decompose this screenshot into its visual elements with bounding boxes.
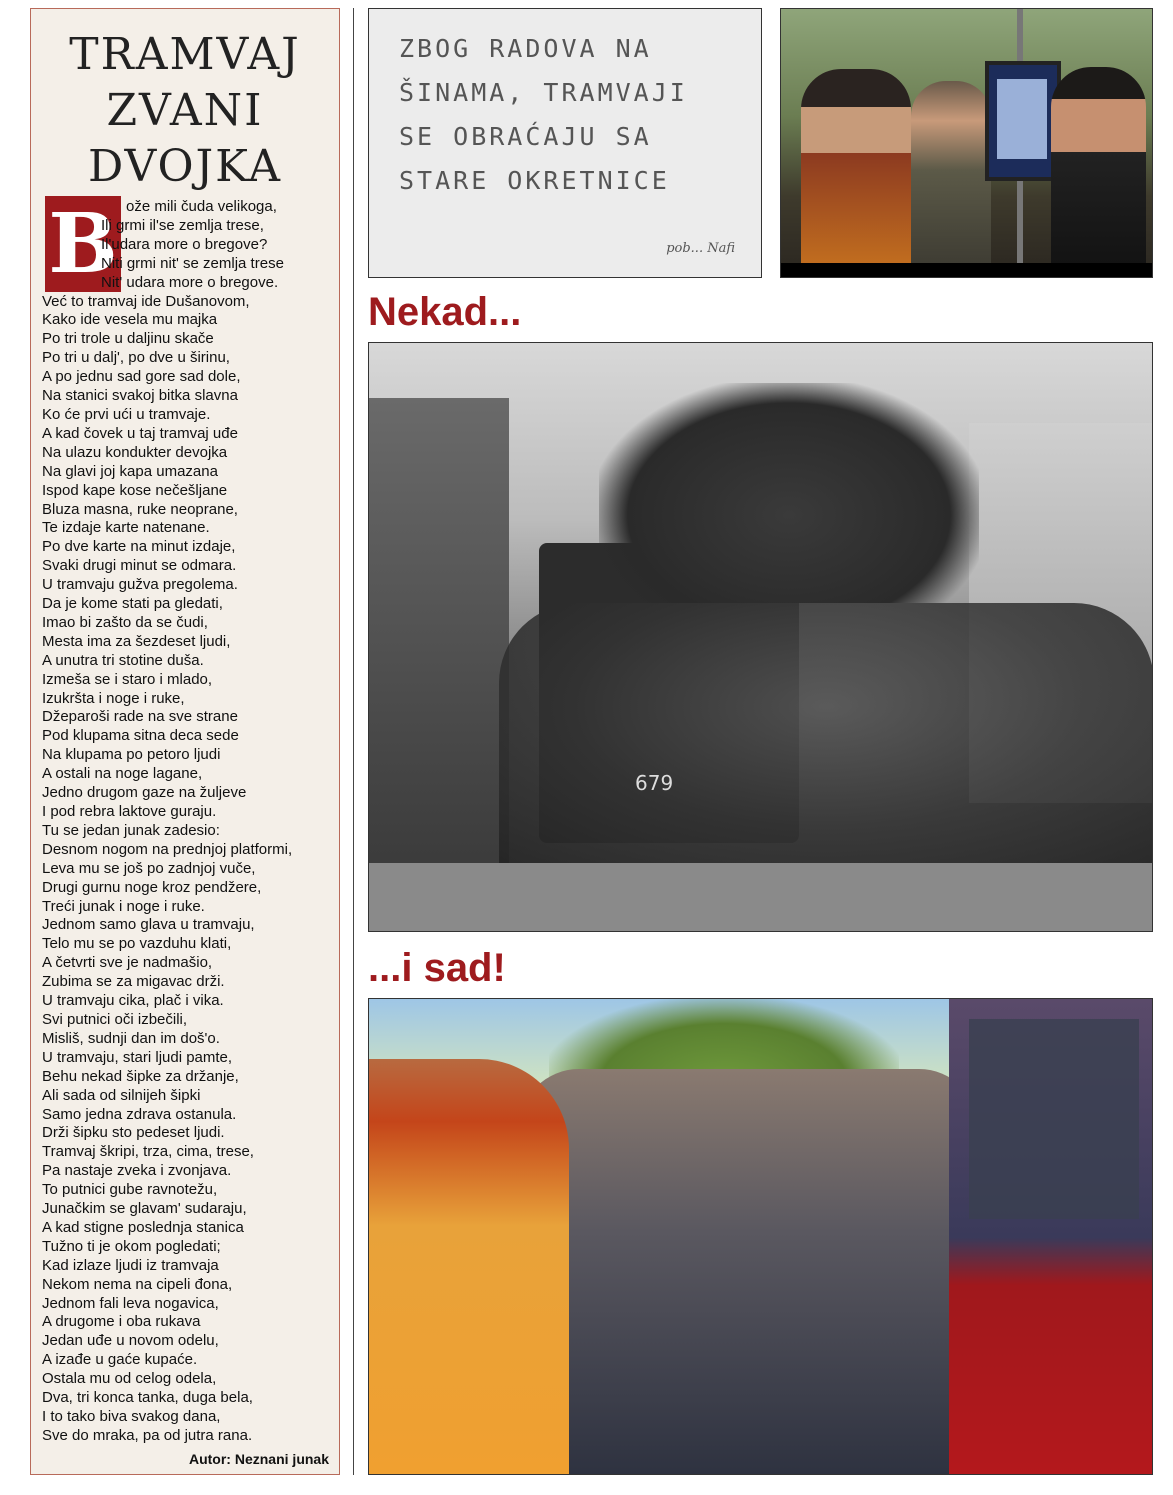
dropcap: B <box>45 196 121 292</box>
passenger-figure <box>911 81 991 278</box>
poem-line: Sve do mraka, pa od jutra rana. <box>42 1426 253 1444</box>
note-line: STARE OKRETNICE <box>399 166 670 195</box>
poem-line: Džeparoši rade na sve strane <box>42 708 238 726</box>
poem-line: A izađe u gaće kupaće. <box>42 1351 198 1369</box>
street <box>369 863 1152 932</box>
poem-line: Već to tramvaj ide Dušanovom, <box>42 292 250 310</box>
poem-line: Jednom fali leva nogavica, <box>42 1294 219 1312</box>
poem-line: Nekom nema na cipeli đona, <box>42 1275 233 1293</box>
passenger-figure <box>1051 67 1146 278</box>
poem-line: Da je kome stati pa gledati, <box>42 595 223 613</box>
poem-line: A ostali na noge lagane, <box>42 765 203 783</box>
woman-orange-shirt <box>369 1059 569 1475</box>
poem-line: Tužno ti je okom pogledati; <box>42 1237 221 1255</box>
poem-line: Il'udara more o bregove? <box>101 235 268 253</box>
poem-line: Pod klupama sitna deca sede <box>42 727 239 745</box>
poem-line: Dva, tri konca tanka, duga bela, <box>42 1389 253 1407</box>
old-tram-photo <box>368 342 1153 932</box>
poem-line: Niti grmi nit' se zemlja trese <box>101 254 284 272</box>
poem-line: Jednom samo glava u tramvaju, <box>42 916 255 934</box>
note-line: ŠINAMA, TRAMVAJI <box>399 78 688 107</box>
poem-line: A kad čovek u taj tramvaj uđe <box>42 424 238 442</box>
roof-crowd <box>599 383 979 603</box>
poem-line: Imao bi zašto da se čudi, <box>42 613 208 631</box>
poem-line: Ali sada od silnijeh šipki <box>42 1086 201 1104</box>
poem-line: U tramvaju gužva pregolema. <box>42 576 238 594</box>
poem-line: Zubima se za migavac drži. <box>42 973 225 991</box>
note-signature: pob... Nafi <box>666 241 735 256</box>
building-left <box>369 398 509 878</box>
column-divider <box>353 8 354 1475</box>
poem-line: Na ulazu kondukter devojka <box>42 443 228 461</box>
tram-window <box>969 1019 1139 1219</box>
poem-title-line: ZVANI <box>106 85 264 136</box>
poem-line: Na klupama po petoro ljudi <box>42 746 221 764</box>
poem-line: Jedno drugom gaze na žuljeve <box>42 784 247 802</box>
note-text <box>399 27 688 203</box>
poem-title-line: DVOJKA <box>87 141 283 192</box>
poem-line: Treći junak i noge i ruke. <box>42 897 205 915</box>
heading-then: Nekad... <box>368 290 522 334</box>
poem-line: Telo mu se po vazduhu klati, <box>42 935 232 953</box>
handwritten-note-photo <box>368 8 762 278</box>
info-screen <box>985 61 1061 181</box>
poem-line: Po tri trole u daljinu skače <box>42 330 214 348</box>
poem-line: Misliš, sudnji dan im doš'o. <box>42 1029 220 1047</box>
poem-line: Junačkim se glavam' sudaraju, <box>42 1200 247 1218</box>
poem-line: A kad stigne poslednja stanica <box>42 1218 244 1236</box>
poem-line: A četvrti sve je nadmašio, <box>42 954 213 972</box>
poem-text <box>31 198 339 1446</box>
poem-line: Po dve karte na minut izdaje, <box>42 538 236 556</box>
poem-author: Autor: Neznani junak <box>188 1451 329 1467</box>
poem-line: A drugome i oba rukava <box>42 1313 201 1331</box>
heading-now: ...i sad! <box>368 946 506 990</box>
poem-line: Pa nastaje zveka i zvonjava. <box>42 1162 232 1180</box>
note-line: ZBOG RADOVA NA <box>399 34 652 63</box>
poem-line: ože mili čuda velikoga, <box>126 198 277 215</box>
poem-line: Kad izlaze ljudi iz tramvaja <box>42 1256 219 1274</box>
poem-line: Nit' udara more o bregove. <box>101 273 279 291</box>
poem-line: Na glavi joj kapa umazana <box>42 462 218 480</box>
note-line: SE OBRAĆAJU SA <box>399 122 652 151</box>
poem-line: Drugi gurnu noge kroz pendžere, <box>42 878 262 896</box>
priest-figure <box>801 69 911 278</box>
poem-line: Mesta ima za šezdeset ljudi, <box>42 632 231 650</box>
poem-line: Izukršta i noge i ruke, <box>42 689 185 707</box>
poem-line: Bluza masna, ruke neoprane, <box>42 500 238 518</box>
poem-line: A unutra tri stotine duša. <box>42 651 204 669</box>
poem-line: Leva mu se još po zadnjoj vuče, <box>42 859 256 877</box>
poem-line: Jedan uđe u novom odelu, <box>42 1332 219 1350</box>
poem-line: A po jednu sad gore sad dole, <box>42 368 241 386</box>
poem-line: Svaki drugi minut se odmara. <box>42 557 237 575</box>
poem-line: Tu se jedan junak zadesio: <box>42 821 220 839</box>
street-crowd <box>499 603 1153 863</box>
poem-line: Ostala mu od celog odela, <box>42 1370 217 1388</box>
poem-line: Ili grmi il'se zemlja trese, <box>101 216 264 234</box>
boarding-crowd <box>519 1069 979 1475</box>
poem-line: I pod rebra laktove guraju. <box>42 803 217 820</box>
poem-line: Desnom nogom na prednjoj platformi, <box>42 840 293 858</box>
film-still-photo <box>780 8 1153 278</box>
poem-line: Po tri u dalj', po dve u širinu, <box>42 349 230 367</box>
poem-line: Na stanici svakoj bitka slavna <box>42 387 238 405</box>
poem-line: I to tako biva svakog dana, <box>42 1408 221 1425</box>
poem-line: Ko će prvi ući u tramvaje. <box>42 405 211 423</box>
poem-title-line: TRAMVAJ <box>69 29 301 80</box>
poem-line: Drži šipku sto pedeset ljudi. <box>42 1124 225 1142</box>
poem-line: U tramvaju, stari ljudi pamte, <box>42 1048 233 1066</box>
poem-title <box>31 27 339 195</box>
poem-line: Te izdaje karte natenane. <box>42 519 210 537</box>
new-tram-photo <box>368 998 1153 1475</box>
tram-number: 679 <box>635 771 674 795</box>
poem-box <box>30 8 340 1475</box>
poem-line: U tramvaju cika, plač i vika. <box>42 992 224 1010</box>
poem-line: Behu nekad šipke za držanje, <box>42 1067 239 1085</box>
poem-line: Samo jedna zdrava ostanula. <box>42 1105 237 1123</box>
poem-line: Svi putnici oči izbečili, <box>42 1010 188 1028</box>
poem-line: To putnici gube ravnotežu, <box>42 1181 218 1199</box>
poem-line: Izmeša se i staro i mlado, <box>42 670 213 688</box>
poem-line: Tramvaj škripi, trza, cima, trese, <box>42 1143 254 1161</box>
poem-line: Ispod kape kose nečešljane <box>42 481 228 499</box>
letterbox-bar <box>781 263 1152 278</box>
poem-line: Kako ide vesela mu majka <box>42 311 218 329</box>
